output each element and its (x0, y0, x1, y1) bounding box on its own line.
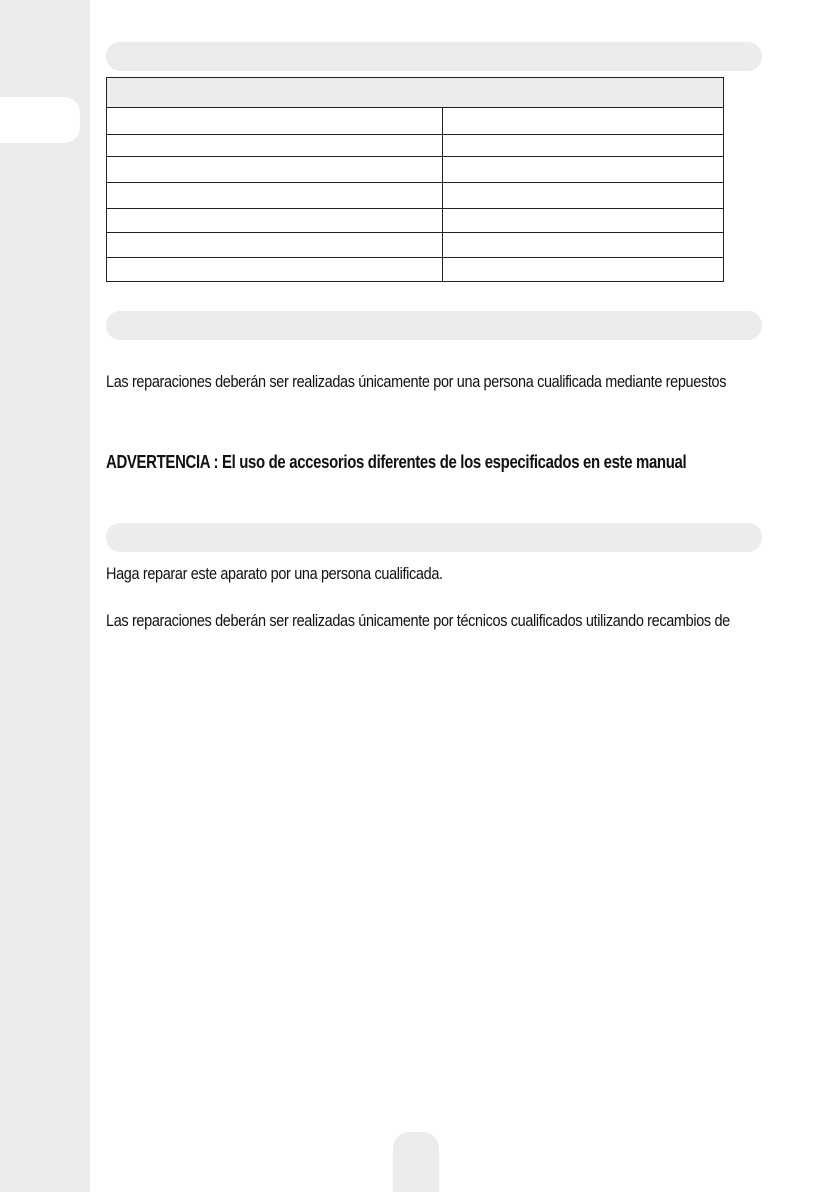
table-row (107, 108, 724, 134)
table-row (107, 233, 724, 257)
service-paragraph-2: Las reparaciones deberán ser realizadas únicamente por técnicos cualificados utilizando recambios de (106, 611, 730, 630)
table-cell-value (443, 134, 724, 156)
table-cell-label (107, 209, 443, 233)
language-tab (0, 97, 80, 143)
repair-paragraph: Las reparaciones deberán ser realizadas únicamente por una persona cualificada mediante repuestos (106, 372, 727, 391)
section-header-service (106, 523, 762, 552)
table-cell-label (107, 233, 443, 257)
table-row (107, 134, 724, 156)
table-row (107, 257, 724, 281)
table-row (107, 156, 724, 182)
table-row (107, 209, 724, 233)
table-cell-label (107, 134, 443, 156)
table-header-row (107, 78, 724, 108)
table-cell-label (107, 257, 443, 281)
table-cell-value (443, 156, 724, 182)
table-cell-value (443, 209, 724, 233)
service-paragraph-1: Haga reparar este aparato por una persona cualificada. (106, 564, 443, 583)
warning-text: ADVERTENCIA : El uso de accesorios diferentes de los especificados en este manual (106, 452, 687, 472)
table-cell-value (443, 108, 724, 134)
specifications-table (106, 77, 724, 282)
section-header-repair (106, 311, 762, 340)
table-header-cell (107, 78, 724, 108)
table-cell-value (443, 257, 724, 281)
section-header-specifications (106, 42, 762, 71)
page-number-tab (393, 1132, 439, 1192)
table-row (107, 183, 724, 209)
table-cell-label (107, 156, 443, 182)
side-margin-bar (0, 0, 90, 1192)
table-cell-label (107, 183, 443, 209)
table-cell-value (443, 233, 724, 257)
table-cell-label (107, 108, 443, 134)
table-cell-value (443, 183, 724, 209)
